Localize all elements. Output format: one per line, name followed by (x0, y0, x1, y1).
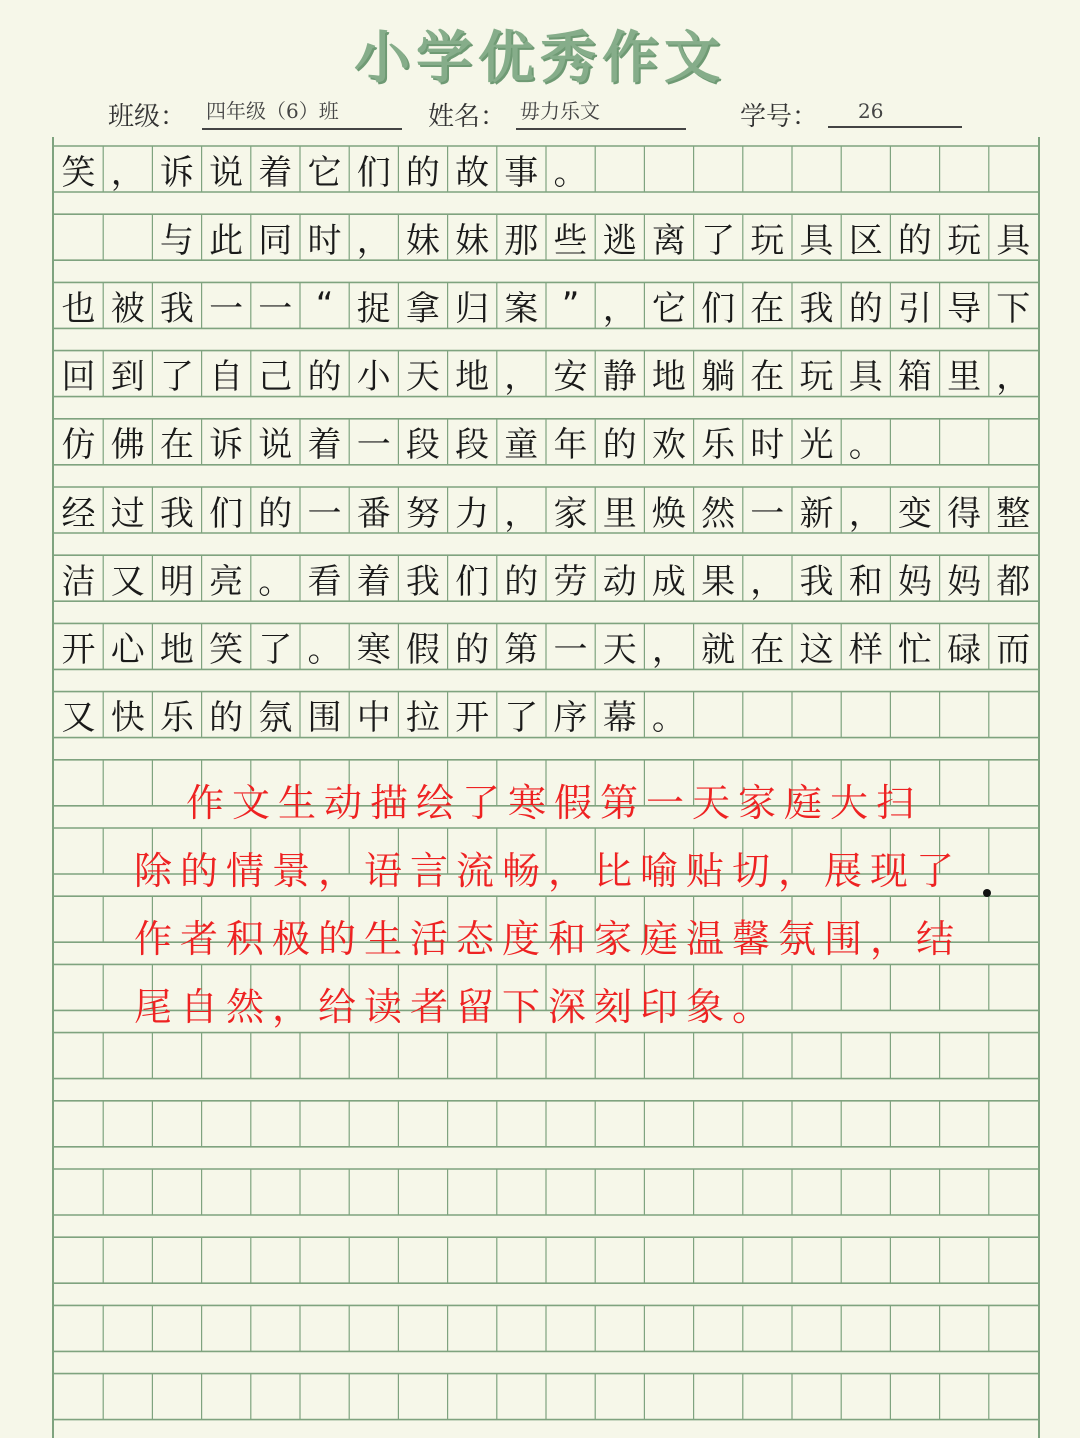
essay-char: 同 (258, 220, 293, 261)
essay-char: 它 (651, 288, 686, 329)
essay-char: 拉 (405, 698, 440, 739)
essay-char: 。 (848, 425, 883, 466)
essay-char: 区 (848, 220, 883, 261)
essay-char: 一 (307, 493, 342, 534)
essay-char: 焕 (651, 493, 686, 534)
essay-char: 们 (701, 288, 736, 329)
essay-char: 序 (553, 698, 588, 739)
comment-line: 尾自然，给读者留下深刻印象。 (134, 985, 779, 1029)
comment-line: 除的情景，语言流畅，比喻贴切，展现了 (134, 849, 963, 893)
essay-char: 地 (159, 629, 194, 670)
essay-char: 引 (897, 288, 932, 329)
essay-char: 忙 (897, 629, 932, 670)
essay-char: 段 (405, 425, 440, 466)
essay-char: ， (996, 357, 1031, 398)
essay-char: 天 (602, 629, 637, 670)
essay-char: 的 (504, 561, 539, 602)
essay-char: 开 (61, 629, 96, 670)
essay-char: 着 (356, 561, 391, 602)
essay-char: 们 (455, 561, 490, 602)
essay-char: 的 (897, 220, 932, 261)
id-label: 学号： (740, 102, 819, 132)
essay-char: 的 (848, 288, 883, 329)
essay-char: 氛 (258, 698, 293, 739)
essay-char: 的 (258, 493, 293, 534)
essay-char: 家 (553, 493, 588, 534)
essay-char: 乐 (159, 698, 194, 739)
essay-char: 番 (356, 493, 391, 534)
essay-line (54, 623, 1038, 669)
essay-char: 一 (356, 425, 391, 466)
essay-char: 了 (258, 629, 293, 670)
essay-char: 下 (996, 288, 1031, 329)
essay-char: 佛 (110, 425, 145, 466)
comment-line: 作文生动描绘了寒假第一天家庭大扫 (186, 781, 923, 825)
essay-char: 而 (996, 629, 1031, 670)
essay-char: 过 (110, 493, 145, 534)
essay-char: 小 (356, 357, 391, 398)
essay-char: ， (602, 288, 637, 329)
essay-char: 。 (651, 698, 686, 739)
essay-char: 的 (405, 152, 440, 193)
class-value: 四年级（6）班 (202, 98, 402, 130)
essay-char: 天 (405, 357, 440, 398)
essay-char: 在 (159, 425, 194, 466)
essay-char: 笑 (209, 629, 244, 670)
essay-char: 妹 (405, 220, 440, 261)
essay-char: 围 (307, 698, 342, 739)
essay-char: 那 (504, 220, 539, 261)
essay-line (54, 555, 1038, 601)
essay-char: 故 (455, 152, 490, 193)
page-title: 小学优秀作文 (354, 25, 726, 91)
essay-char: 劳 (553, 561, 588, 602)
essay-char: 具 (996, 220, 1031, 261)
essay-char: 这 (799, 629, 834, 670)
essay-char: 果 (701, 561, 736, 602)
essay-char: 到 (110, 357, 145, 398)
essay-char: 时 (307, 220, 342, 261)
essay-char: 我 (799, 561, 834, 602)
essay-char: 诉 (209, 425, 244, 466)
essay-char: 说 (258, 425, 293, 466)
essay-char: 此 (209, 220, 244, 261)
essay-char: 了 (159, 357, 194, 398)
essay-char: 欢 (651, 425, 686, 466)
essay-char: ， (356, 220, 391, 261)
essay-char: 在 (750, 288, 785, 329)
essay-char: 一 (209, 288, 244, 329)
essay-char: 第 (504, 629, 539, 670)
name-label: 姓名： (428, 102, 507, 132)
essay-char: 离 (651, 220, 686, 261)
essay-char: 被 (110, 288, 145, 329)
essay-char: 在 (750, 357, 785, 398)
essay-char: 看 (307, 561, 342, 602)
essay-char: 些 (553, 220, 588, 261)
essay-char: 妈 (947, 561, 982, 602)
essay-char: 回 (61, 357, 96, 398)
essay-char: 动 (602, 561, 637, 602)
essay-char: “ (315, 285, 334, 326)
essay-char: 们 (209, 493, 244, 534)
essay-char: 努 (405, 493, 440, 534)
essay-char: 光 (799, 425, 834, 466)
essay-char: 样 (848, 629, 883, 670)
essay-char: 玩 (750, 220, 785, 261)
essay-char: 地 (455, 357, 490, 398)
essay-line (54, 214, 1038, 260)
essay-char: 碌 (947, 629, 982, 670)
essay-char: 我 (159, 288, 194, 329)
essay-char: 我 (405, 561, 440, 602)
essay-char: 又 (61, 698, 96, 739)
essay-char: 己 (258, 357, 293, 398)
essay-char: 诉 (159, 152, 194, 193)
essay-char: 导 (947, 288, 982, 329)
name-value: 毋力乐文 (516, 98, 686, 130)
essay-char: 段 (455, 425, 490, 466)
essay-char: 妈 (897, 561, 932, 602)
id-value: 26 (828, 98, 962, 128)
essay-char: 和 (848, 561, 883, 602)
essay-char: 归 (455, 288, 490, 329)
essay-char: 箱 (897, 357, 932, 398)
ink-dot (983, 889, 991, 897)
essay-char: 它 (307, 152, 342, 193)
essay-char: 然 (701, 493, 736, 534)
essay-char: 年 (553, 425, 588, 466)
essay-line (54, 487, 1038, 533)
comment-line: 作者积极的生活态度和家庭温馨氛围，结 (134, 917, 963, 961)
essay-char: 拿 (405, 288, 440, 329)
essay-line (54, 692, 1038, 738)
essay-char: 玩 (799, 357, 834, 398)
essay-char: 都 (996, 561, 1031, 602)
essay-char: ， (848, 493, 883, 534)
essay-char: 自 (209, 357, 244, 398)
essay-char: 寒 (356, 629, 391, 670)
essay-char: 明 (159, 561, 194, 602)
student-info-header (108, 92, 988, 132)
essay-char: 洁 (61, 561, 96, 602)
essay-char: 。 (307, 629, 342, 670)
essay-char: 又 (110, 561, 145, 602)
class-label: 班级： (108, 102, 187, 132)
essay-char: 静 (602, 357, 637, 398)
essay-char: 仿 (61, 425, 96, 466)
essay-char: 的 (602, 425, 637, 466)
essay-char: 在 (750, 629, 785, 670)
essay-char: 一 (258, 288, 293, 329)
essay-char: 具 (848, 357, 883, 398)
essay-char: 开 (455, 698, 490, 739)
essay-char: 们 (356, 152, 391, 193)
essay-char: 心 (110, 629, 145, 670)
essay-char: 里 (947, 357, 982, 398)
essay-char: 就 (701, 629, 736, 670)
essay-char: 地 (651, 357, 686, 398)
essay-char: ” (561, 285, 580, 326)
essay-char: ， (651, 629, 686, 670)
essay-char: 也 (61, 288, 96, 329)
essay-char: ， (750, 561, 785, 602)
essay-char: 我 (799, 288, 834, 329)
essay-line (54, 419, 1038, 465)
essay-char: 了 (504, 698, 539, 739)
essay-char: 里 (602, 493, 637, 534)
essay-char: 玩 (947, 220, 982, 261)
essay-char: 亮 (209, 561, 244, 602)
essay-char: 力 (455, 493, 490, 534)
essay-char: 。 (258, 561, 293, 602)
essay-char: 得 (947, 493, 982, 534)
essay-char: 的 (307, 357, 342, 398)
essay-char: 幕 (602, 698, 637, 739)
essay-char: 我 (159, 493, 194, 534)
essay-char: 。 (553, 152, 588, 193)
essay-char: 快 (110, 698, 145, 739)
essay-char: 了 (701, 220, 736, 261)
essay-char: 捉 (356, 288, 391, 329)
essay-char: 经 (61, 493, 96, 534)
essay-char: ， (110, 152, 145, 193)
essay-char: 说 (209, 152, 244, 193)
essay-char: 笑 (61, 152, 96, 193)
essay-char: 时 (750, 425, 785, 466)
essay-char: 中 (356, 698, 391, 739)
essay-char: 假 (405, 629, 440, 670)
essay-char: 成 (651, 561, 686, 602)
essay-char: 着 (307, 425, 342, 466)
essay-char: 一 (553, 629, 588, 670)
essay-char: ， (504, 357, 539, 398)
essay-line (54, 282, 1038, 328)
essay-char: 安 (553, 357, 588, 398)
essay-char: 逃 (602, 220, 637, 261)
essay-char: 与 (159, 220, 194, 261)
essay-char: 具 (799, 220, 834, 261)
essay-char: 乐 (701, 425, 736, 466)
essay-char: 事 (504, 152, 539, 193)
essay-line (54, 351, 1038, 397)
essay-char: 整 (996, 493, 1031, 534)
essay-char: 一 (750, 493, 785, 534)
essay-char: 变 (897, 493, 932, 534)
essay-char: 的 (209, 698, 244, 739)
essay-char: ， (504, 493, 539, 534)
essay-char: 童 (504, 425, 539, 466)
essay-char: 案 (504, 288, 539, 329)
essay-line (54, 146, 1038, 192)
essay-char: 着 (258, 152, 293, 193)
essay-char: 的 (455, 629, 490, 670)
essay-char: 妹 (455, 220, 490, 261)
essay-char: 躺 (701, 357, 736, 398)
essay-char: 新 (799, 493, 834, 534)
